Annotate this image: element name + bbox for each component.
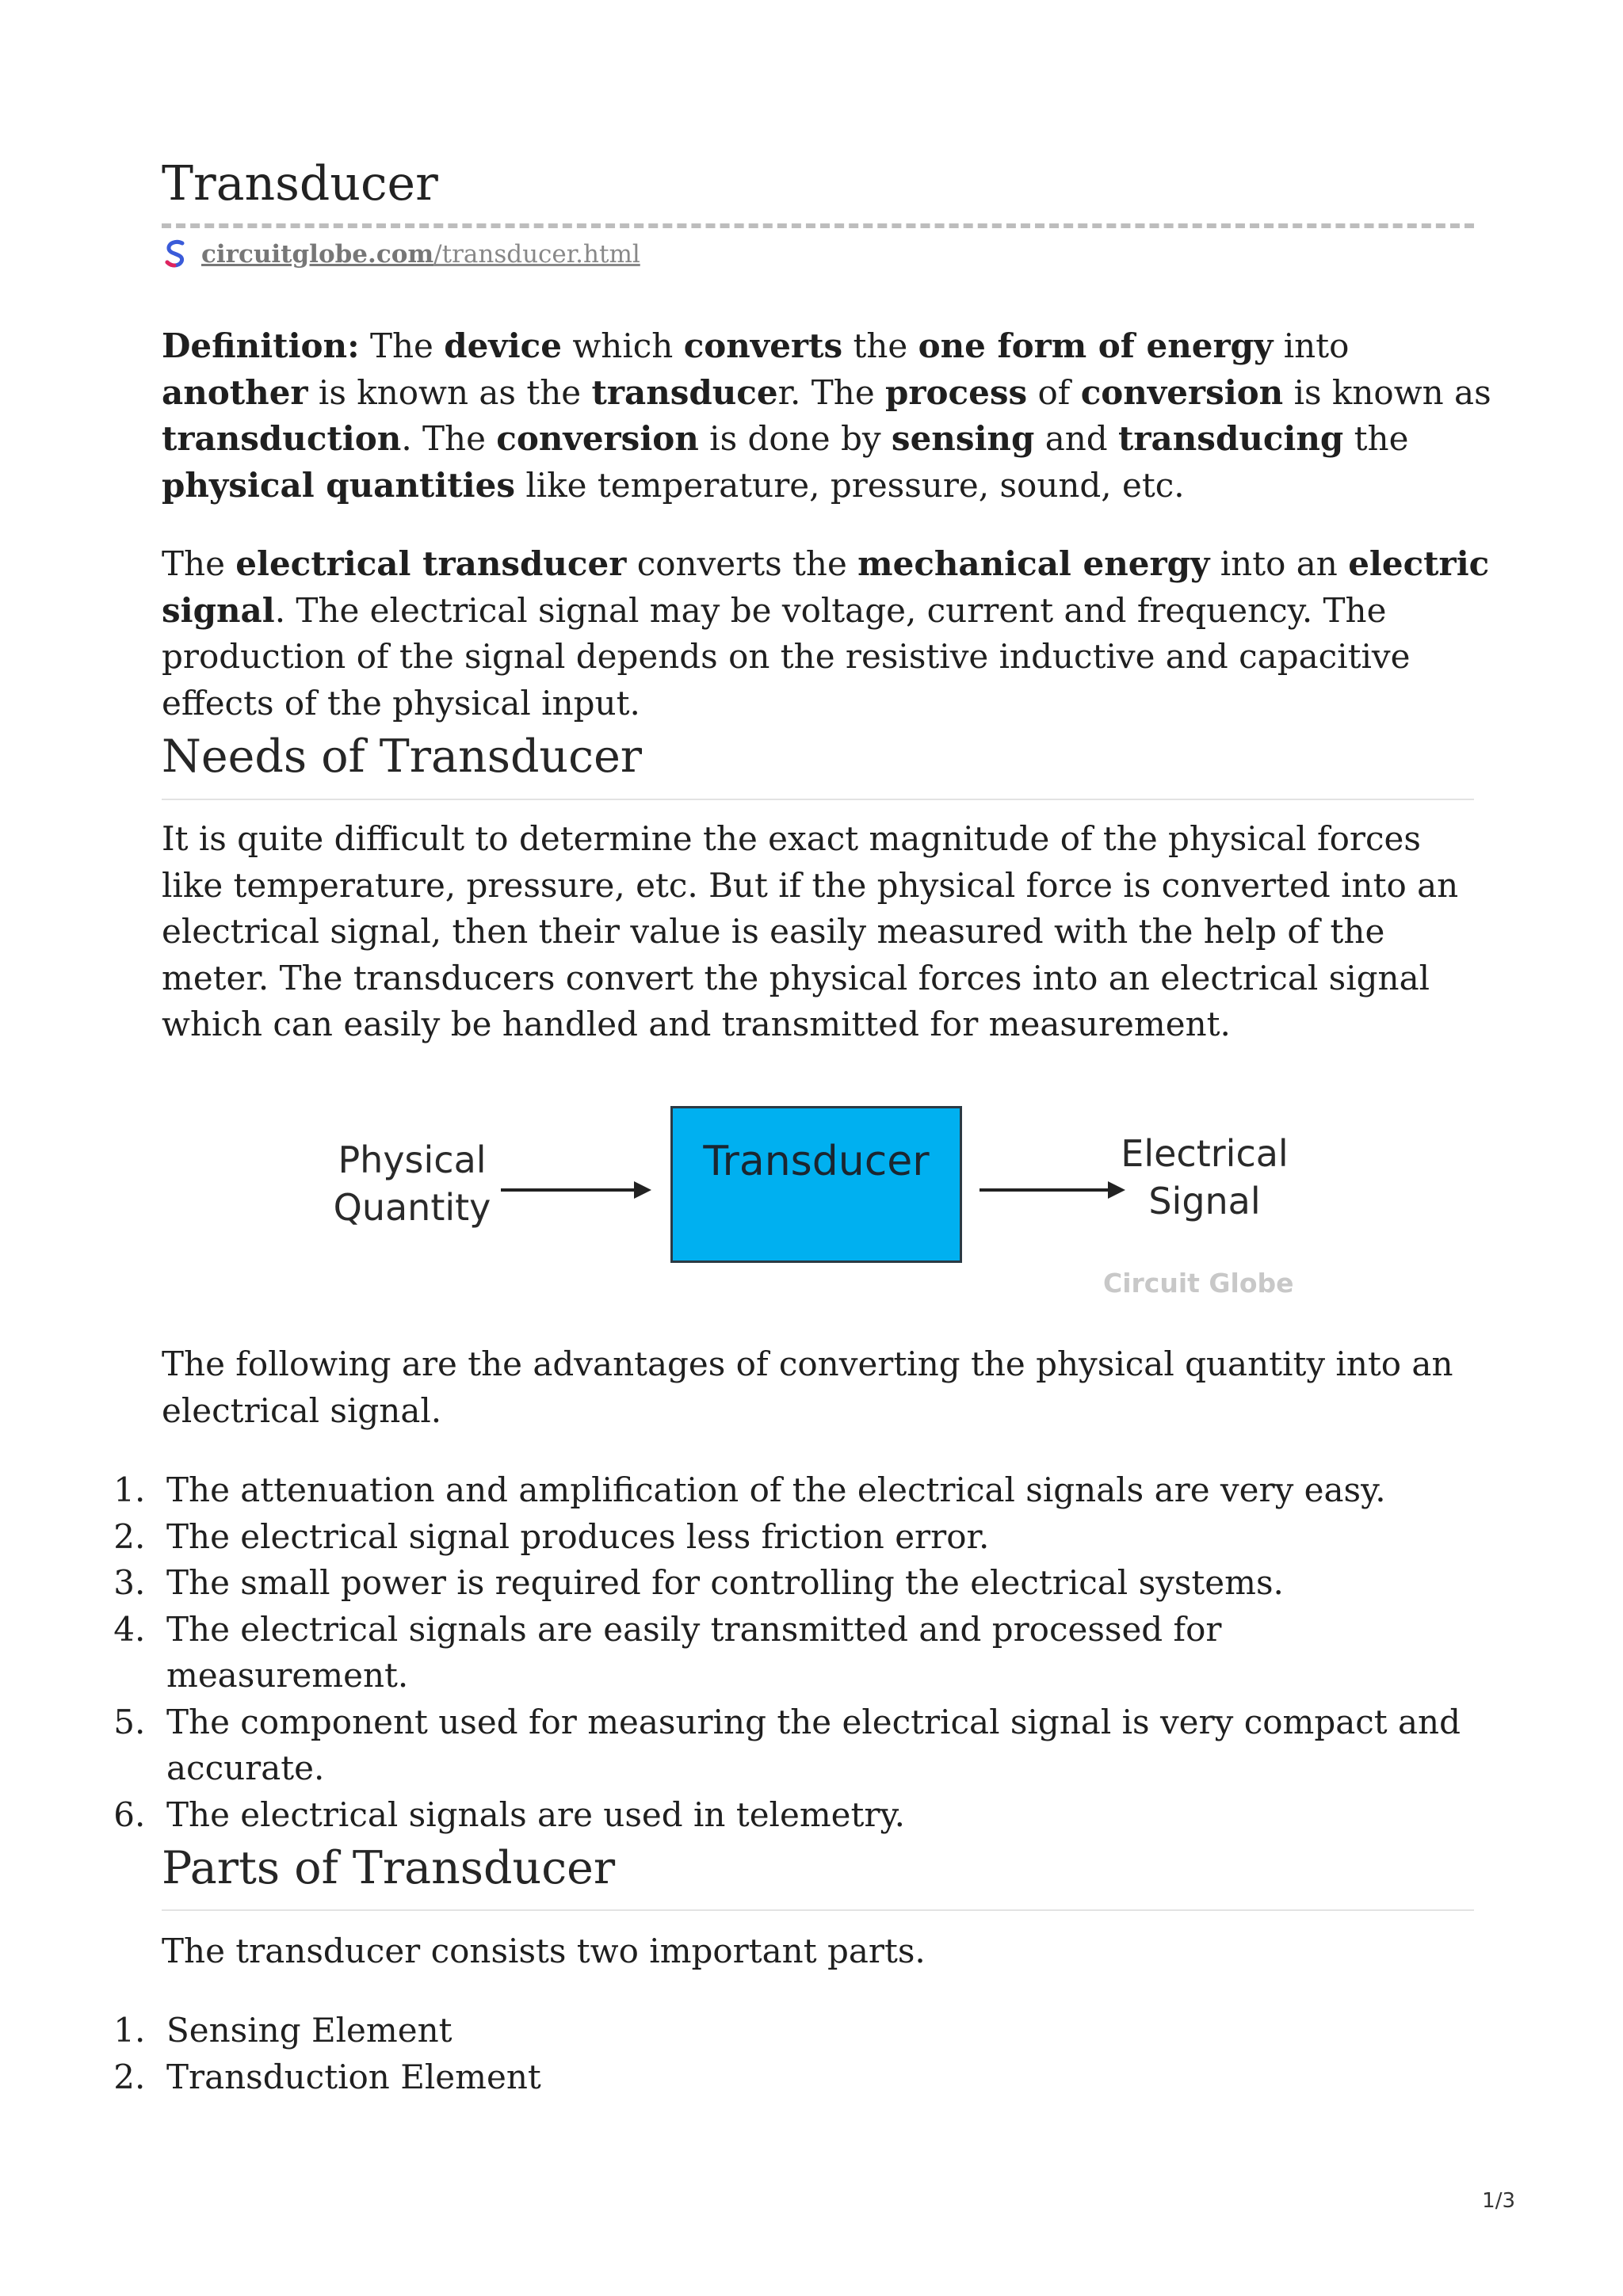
bold-term: one form of energy	[918, 326, 1274, 365]
text-run: is known as the	[307, 372, 592, 412]
source-domain[interactable]: circuitglobe.com	[201, 240, 434, 269]
definition-paragraph	[162, 323, 1493, 509]
bold-term: process	[885, 372, 1028, 412]
needs-paragraph: It is quite difficult to determine the exact magnitude of the physical forces like temperature, pressure, etc. But if the physical force is converted into an electrical signal, then their value is easily measured with the help of the meter. The transducers convert the physical forces into an electrical signal which can easily be handled and transmitted for measurement.	[162, 819, 1459, 1043]
text-run: converts the	[626, 544, 858, 583]
list-item	[82, 1699, 1474, 1792]
text-run: the	[1343, 419, 1409, 458]
list-number: 3.	[113, 1563, 166, 1602]
text-run: r. The	[777, 372, 886, 412]
input-arrow-icon	[501, 1188, 637, 1192]
section-divider	[162, 1909, 1474, 1911]
list-number: 2.	[113, 2057, 166, 2096]
source-path[interactable]: /transducer.html	[433, 240, 640, 269]
transducer-block-diagram	[317, 1093, 1316, 1323]
list-number: 2.	[113, 1516, 166, 1556]
bold-term: Definition:	[162, 326, 360, 365]
bold-term: transduction	[162, 419, 402, 458]
section-divider	[162, 799, 1474, 800]
bold-term: mechanical energy	[857, 544, 1210, 583]
parts-paragraph: The transducer consists two important parts.	[162, 1932, 926, 1970]
text-run: is done by	[698, 419, 892, 458]
list-number: 1.	[113, 1470, 166, 1509]
source-link[interactable]	[162, 238, 640, 271]
page-number: 1/3	[1482, 2189, 1515, 2213]
output-arrow-icon	[980, 1188, 1111, 1192]
list-item	[82, 2008, 1474, 2054]
text-run: is known as	[1283, 372, 1491, 412]
circuitglobe-logo-icon	[162, 238, 190, 270]
electrical-transducer-paragraph	[162, 541, 1493, 727]
list-item	[82, 1467, 1474, 1514]
text-run: . The electrical signal may be voltage, current and frequency. The production of the signal depends on the resistive inductive and capacitive effects of the physical input.	[162, 590, 1411, 723]
text-run: . The	[401, 419, 497, 458]
bold-term: electric signal	[162, 544, 1490, 630]
list-item-text: Sensing Element	[166, 2011, 453, 2050]
advantages-intro-paragraph: The following are the advantages of converting the physical quantity into an electrical signal.	[162, 1344, 1453, 1430]
list-item-text: The electrical signal produces less friction error.	[166, 1516, 990, 1556]
list-item	[82, 2054, 1474, 2101]
list-item-text: The component used for measuring the electrical signal is very compact and accurate.	[166, 1702, 1461, 1787]
list-item-text: The attenuation and amplification of the electrical signals are very easy.	[166, 1470, 1386, 1509]
bold-term: transducing	[1118, 419, 1344, 458]
list-number: 1.	[113, 2011, 166, 2050]
bold-term: another	[162, 372, 308, 412]
list-number: 5.	[113, 1702, 166, 1741]
bold-term: device	[444, 326, 562, 365]
bold-term: electrical transducer	[235, 544, 627, 583]
text-run: into an	[1209, 544, 1349, 583]
list-item	[82, 1792, 1474, 1839]
diagram-watermark: Circuit Globe	[1103, 1268, 1294, 1299]
list-number: 4.	[113, 1609, 166, 1649]
text-run: The	[359, 326, 445, 365]
text-run: of	[1027, 372, 1081, 412]
title-dashed-divider	[162, 223, 1474, 228]
text-run: into	[1273, 326, 1350, 365]
list-item	[82, 1560, 1474, 1607]
list-item-text: The electrical signals are easily transmitted and processed for measurement.	[166, 1609, 1222, 1695]
bold-term: conversion	[496, 419, 699, 458]
list-item-text: The small power is required for controlling the electrical systems.	[166, 1563, 1284, 1602]
text-run: the	[842, 326, 918, 365]
list-item	[82, 1514, 1474, 1561]
bold-term: converts	[683, 326, 843, 365]
list-item-text: Transduction Element	[166, 2057, 541, 2096]
list-number: 6.	[113, 1794, 166, 1834]
advantages-list	[82, 1467, 1474, 1838]
list-item	[82, 1607, 1474, 1699]
parts-list	[82, 2008, 1474, 2100]
text-run: and	[1034, 419, 1119, 458]
bold-term: physical quantities	[162, 465, 516, 505]
text-run: The	[162, 544, 236, 583]
page-title: Transducer	[162, 156, 438, 212]
text-run: which	[561, 326, 684, 365]
section-heading-needs: Needs of Transducer	[162, 730, 643, 783]
transducer-box-label: Transducer	[703, 1138, 930, 1185]
list-item-text: The electrical signals are used in telemetry.	[166, 1794, 905, 1834]
text-run: like temperature, pressure, sound, etc.	[515, 465, 1185, 505]
bold-term: conversion	[1080, 372, 1284, 412]
bold-term: sensing	[891, 419, 1035, 458]
diagram-input-label: Physical Quantity	[333, 1138, 491, 1229]
section-heading-parts: Parts of Transducer	[162, 1842, 616, 1894]
diagram-output-label: Electrical Signal	[1121, 1132, 1289, 1222]
bold-term: transduce	[591, 372, 778, 412]
